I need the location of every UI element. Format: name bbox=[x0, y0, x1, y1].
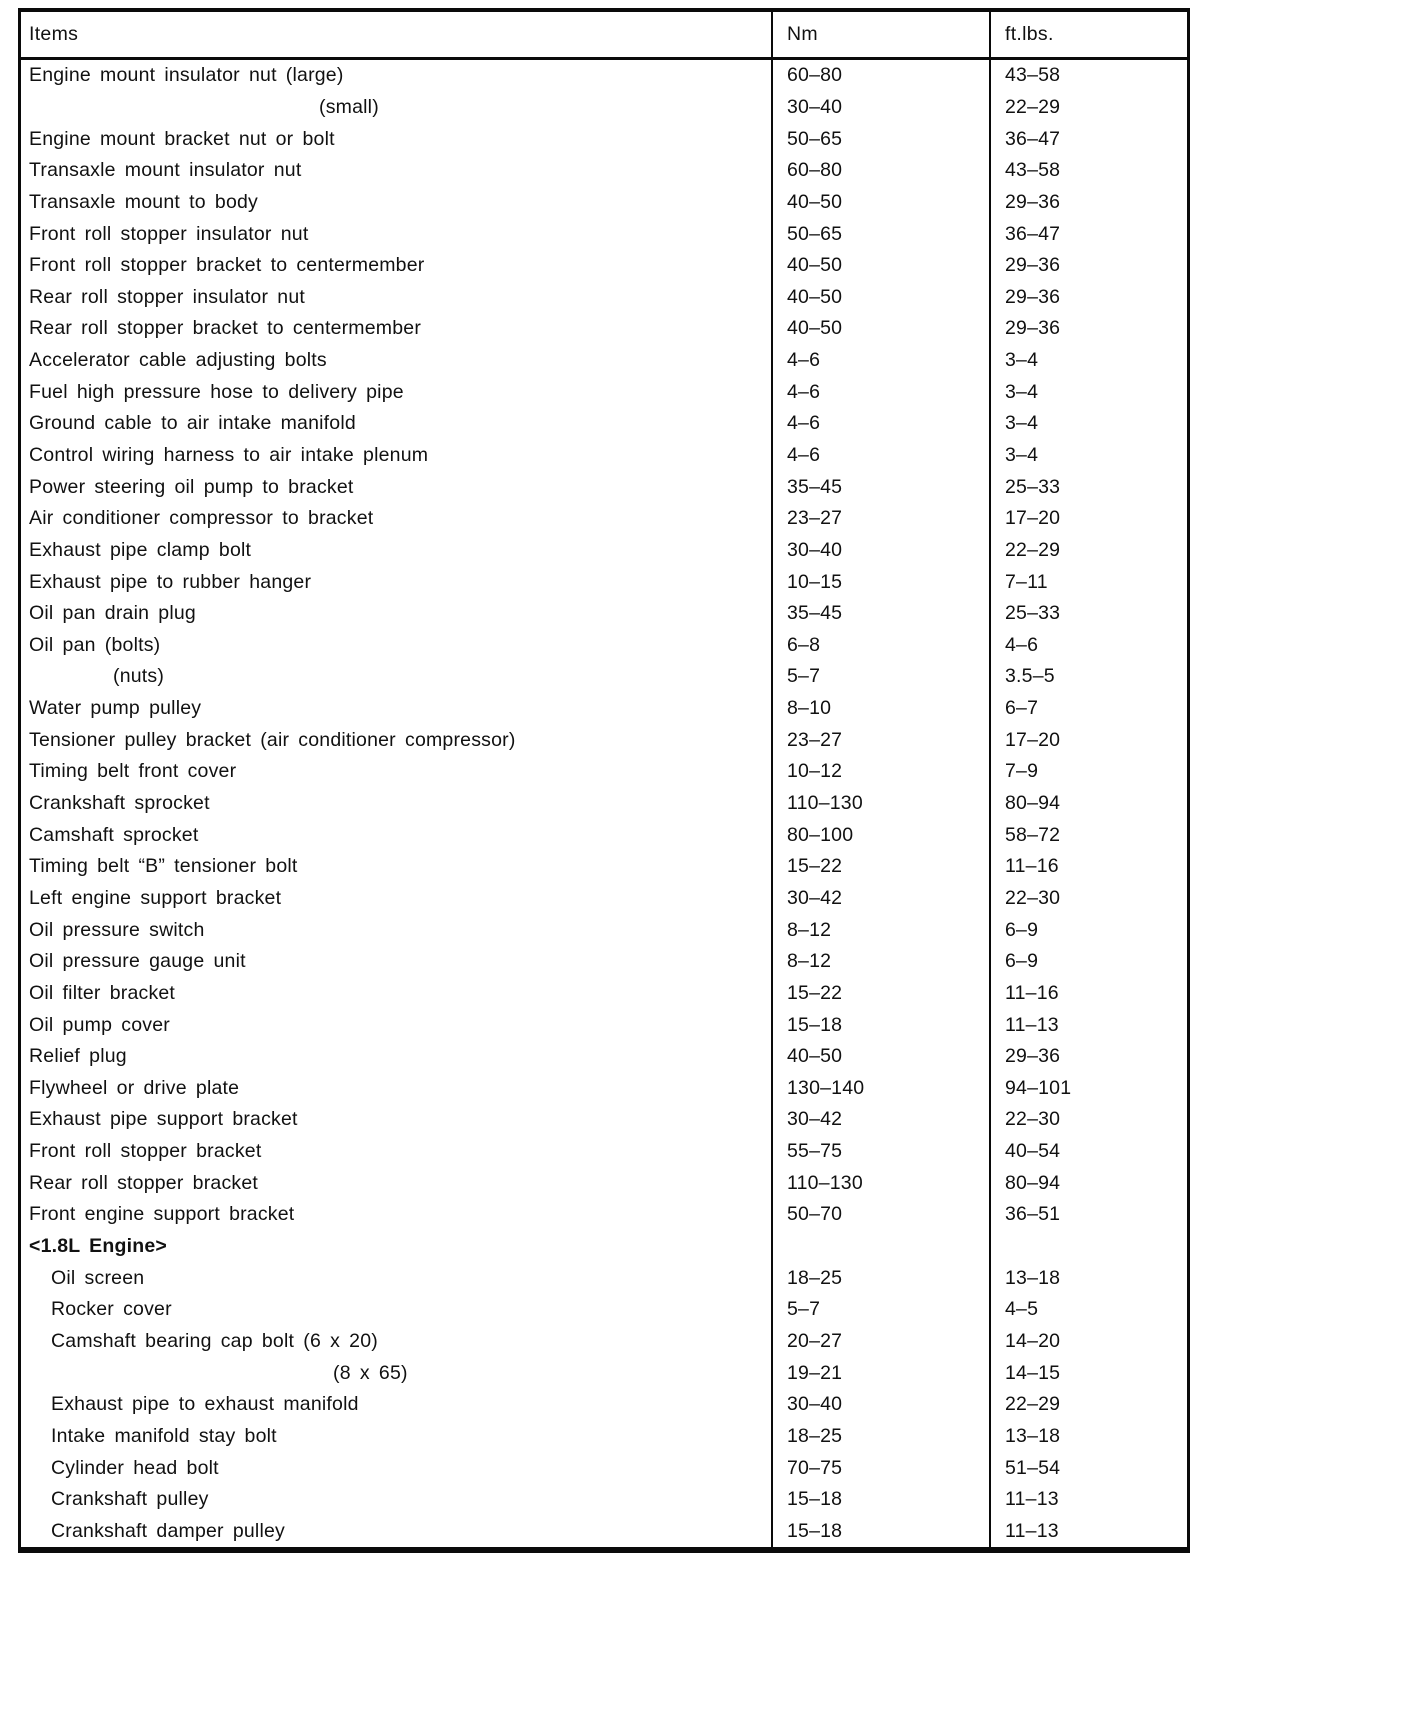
table-row bbox=[21, 851, 1187, 883]
item-cell: Crankshaft pulley bbox=[51, 1488, 209, 1511]
nm-cell: 4–6 bbox=[771, 376, 989, 408]
ftlbs-cell: 22–29 bbox=[989, 535, 1187, 567]
ftlbs-cell: 25–33 bbox=[989, 471, 1187, 503]
col-header-ftlbs: ft.lbs. bbox=[989, 12, 1187, 57]
ftlbs-cell: 11–13 bbox=[989, 1009, 1187, 1041]
table-row bbox=[21, 1515, 1187, 1547]
nm-cell: 60–80 bbox=[771, 155, 989, 187]
nm-cell: 40–50 bbox=[771, 281, 989, 313]
ftlbs-cell: 13–18 bbox=[989, 1421, 1187, 1453]
table-row bbox=[21, 661, 1187, 693]
ftlbs-cell: 22–29 bbox=[989, 92, 1187, 124]
nm-cell: 55–75 bbox=[771, 1136, 989, 1168]
table-row bbox=[21, 376, 1187, 408]
item-cell: Intake manifold stay bolt bbox=[51, 1424, 277, 1447]
ftlbs-cell: 51–54 bbox=[989, 1452, 1187, 1484]
col-header-nm: Nm bbox=[771, 12, 989, 57]
item-cell: (8 x 65) bbox=[333, 1361, 408, 1384]
item-cell: Control wiring harness to air intake plenum bbox=[29, 444, 429, 466]
ftlbs-cell: 29–36 bbox=[989, 281, 1187, 313]
item-cell: Relief plug bbox=[29, 1045, 127, 1068]
table-row bbox=[21, 1294, 1187, 1326]
ftlbs-cell: 17–20 bbox=[989, 503, 1187, 535]
ftlbs-cell: 29–36 bbox=[989, 313, 1187, 345]
ftlbs-cell: 6–9 bbox=[989, 946, 1187, 978]
table-header-row bbox=[21, 12, 1187, 60]
nm-cell: 15–22 bbox=[771, 851, 989, 883]
nm-cell: 18–25 bbox=[771, 1262, 989, 1294]
nm-cell: 15–18 bbox=[771, 1484, 989, 1516]
nm-cell: 5–7 bbox=[771, 661, 989, 693]
nm-cell: 80–100 bbox=[771, 819, 989, 851]
item-cell: Exhaust pipe support bracket bbox=[29, 1108, 298, 1131]
table-row bbox=[21, 1136, 1187, 1168]
table-row bbox=[21, 914, 1187, 946]
nm-cell: 4–6 bbox=[771, 440, 989, 472]
ftlbs-cell: 3–4 bbox=[989, 345, 1187, 377]
table-row bbox=[21, 1262, 1187, 1294]
table-row bbox=[21, 1231, 1187, 1263]
table-row bbox=[21, 1104, 1187, 1136]
item-cell: (small) bbox=[319, 95, 379, 118]
table-row bbox=[21, 1041, 1187, 1073]
item-cell: Air conditioner compressor to bracket bbox=[29, 507, 374, 530]
table-row bbox=[21, 535, 1187, 567]
item-cell: Rear roll stopper bracket to centermember bbox=[29, 317, 422, 340]
table-row bbox=[21, 1167, 1187, 1199]
col-header-items: Items bbox=[29, 23, 79, 45]
table-row bbox=[21, 250, 1187, 282]
nm-cell: 23–27 bbox=[771, 503, 989, 535]
item-cell: Power steering oil pump to bracket bbox=[29, 475, 354, 498]
nm-cell: 60–80 bbox=[771, 60, 989, 92]
item-cell: Exhaust pipe clamp bolt bbox=[29, 538, 252, 561]
ftlbs-cell: 3–4 bbox=[989, 440, 1187, 472]
nm-cell: 40–50 bbox=[771, 187, 989, 219]
nm-cell: 50–65 bbox=[771, 218, 989, 250]
ftlbs-cell: 6–9 bbox=[989, 914, 1187, 946]
ftlbs-cell: 29–36 bbox=[989, 1041, 1187, 1073]
table-row bbox=[21, 281, 1187, 313]
ftlbs-cell: 11–16 bbox=[989, 851, 1187, 883]
item-cell: Oil pressure gauge unit bbox=[29, 950, 246, 973]
torque-spec-table bbox=[18, 8, 1190, 1553]
ftlbs-cell: 6–7 bbox=[989, 693, 1187, 725]
ftlbs-cell: 7–11 bbox=[989, 566, 1187, 598]
nm-cell: 8–12 bbox=[771, 914, 989, 946]
item-cell: Rear roll stopper insulator nut bbox=[29, 285, 305, 308]
table-row bbox=[21, 123, 1187, 155]
nm-cell: 50–70 bbox=[771, 1199, 989, 1231]
table-row bbox=[21, 187, 1187, 219]
item-cell: Crankshaft damper pulley bbox=[51, 1519, 285, 1542]
table-row bbox=[21, 1452, 1187, 1484]
ftlbs-cell: 4–5 bbox=[989, 1294, 1187, 1326]
ftlbs-cell: 25–33 bbox=[989, 598, 1187, 630]
item-cell: Front engine support bracket bbox=[29, 1203, 295, 1226]
ftlbs-cell: 17–20 bbox=[989, 724, 1187, 756]
table-row bbox=[21, 1421, 1187, 1453]
item-cell: Exhaust pipe to rubber hanger bbox=[29, 570, 312, 593]
table-row bbox=[21, 788, 1187, 820]
ftlbs-cell: 94–101 bbox=[989, 1073, 1187, 1105]
table-row bbox=[21, 155, 1187, 187]
table-row bbox=[21, 503, 1187, 535]
item-cell: Engine mount bracket nut or bolt bbox=[29, 127, 335, 150]
ftlbs-cell: 3–4 bbox=[989, 408, 1187, 440]
table-row bbox=[21, 471, 1187, 503]
table-row bbox=[21, 1199, 1187, 1231]
nm-cell: 110–130 bbox=[771, 1167, 989, 1199]
table-row bbox=[21, 598, 1187, 630]
table-row bbox=[21, 946, 1187, 978]
ftlbs-cell: 43–58 bbox=[989, 60, 1187, 92]
item-cell: Front roll stopper bracket bbox=[29, 1140, 262, 1163]
nm-cell: 110–130 bbox=[771, 788, 989, 820]
item-cell: Exhaust pipe to exhaust manifold bbox=[51, 1393, 359, 1416]
item-cell: Front roll stopper bracket to centermember bbox=[29, 254, 425, 277]
table-row bbox=[21, 819, 1187, 851]
ftlbs-cell: 22–30 bbox=[989, 883, 1187, 915]
table-row bbox=[21, 1389, 1187, 1421]
item-cell: Oil pressure switch bbox=[29, 918, 205, 941]
nm-cell: 5–7 bbox=[771, 1294, 989, 1326]
ftlbs-cell: 22–30 bbox=[989, 1104, 1187, 1136]
table-row bbox=[21, 92, 1187, 124]
table-row bbox=[21, 1009, 1187, 1041]
ftlbs-cell: 3.5–5 bbox=[989, 661, 1187, 693]
item-cell: (nuts) bbox=[113, 665, 165, 688]
item-cell: Ground cable to air intake manifold bbox=[29, 412, 356, 435]
item-cell: Camshaft bearing cap bolt (6 x 20) bbox=[51, 1329, 378, 1352]
ftlbs-cell: 36–47 bbox=[989, 218, 1187, 250]
nm-cell: 30–40 bbox=[771, 535, 989, 567]
ftlbs-cell: 14–15 bbox=[989, 1357, 1187, 1389]
table-row bbox=[21, 693, 1187, 725]
item-cell: Oil filter bracket bbox=[29, 981, 176, 1004]
nm-cell: 40–50 bbox=[771, 313, 989, 345]
table-row bbox=[21, 756, 1187, 788]
ftlbs-cell: 36–47 bbox=[989, 123, 1187, 155]
table-row bbox=[21, 345, 1187, 377]
ftlbs-cell: 13–18 bbox=[989, 1262, 1187, 1294]
table-row bbox=[21, 408, 1187, 440]
ftlbs-cell: 29–36 bbox=[989, 250, 1187, 282]
table-row bbox=[21, 1357, 1187, 1389]
nm-cell: 30–40 bbox=[771, 1389, 989, 1421]
nm-cell: 10–15 bbox=[771, 566, 989, 598]
item-cell: Oil screen bbox=[51, 1266, 145, 1289]
nm-cell bbox=[771, 1231, 989, 1263]
table-row bbox=[21, 1073, 1187, 1105]
item-cell: <1.8L Engine> bbox=[29, 1235, 167, 1258]
item-cell: Front roll stopper insulator nut bbox=[29, 222, 309, 245]
ftlbs-cell: 80–94 bbox=[989, 788, 1187, 820]
item-cell: Timing belt front cover bbox=[29, 760, 237, 783]
item-cell: Water pump pulley bbox=[29, 697, 202, 720]
item-cell: Oil pan drain plug bbox=[29, 602, 196, 625]
item-cell: Timing belt “B” tensioner bolt bbox=[29, 855, 298, 878]
nm-cell: 35–45 bbox=[771, 471, 989, 503]
item-cell: Left engine support bracket bbox=[29, 886, 282, 909]
table-row bbox=[21, 724, 1187, 756]
table-row bbox=[21, 1484, 1187, 1516]
ftlbs-cell: 43–58 bbox=[989, 155, 1187, 187]
nm-cell: 30–40 bbox=[771, 92, 989, 124]
item-cell: Transaxle mount to body bbox=[29, 190, 258, 213]
item-cell: Engine mount insulator nut (large) bbox=[29, 64, 344, 87]
table-body bbox=[21, 60, 1187, 1547]
nm-cell: 20–27 bbox=[771, 1326, 989, 1358]
ftlbs-cell: 4–6 bbox=[989, 630, 1187, 662]
ftlbs-cell: 14–20 bbox=[989, 1326, 1187, 1358]
nm-cell: 8–10 bbox=[771, 693, 989, 725]
nm-cell: 23–27 bbox=[771, 724, 989, 756]
nm-cell: 15–18 bbox=[771, 1515, 989, 1547]
ftlbs-cell: 7–9 bbox=[989, 756, 1187, 788]
item-cell: Rear roll stopper bracket bbox=[29, 1171, 259, 1194]
table-row bbox=[21, 978, 1187, 1010]
item-cell: Accelerator cable adjusting bolts bbox=[29, 349, 327, 372]
table-row bbox=[21, 566, 1187, 598]
ftlbs-cell: 22–29 bbox=[989, 1389, 1187, 1421]
item-cell: Cylinder head bolt bbox=[51, 1456, 219, 1479]
nm-cell: 10–12 bbox=[771, 756, 989, 788]
item-cell: Transaxle mount insulator nut bbox=[29, 159, 302, 182]
item-cell: Oil pan (bolts) bbox=[29, 633, 161, 656]
table-row bbox=[21, 883, 1187, 915]
ftlbs-cell bbox=[989, 1231, 1187, 1263]
table-row bbox=[21, 440, 1187, 472]
nm-cell: 30–42 bbox=[771, 1104, 989, 1136]
ftlbs-cell: 3–4 bbox=[989, 376, 1187, 408]
nm-cell: 130–140 bbox=[771, 1073, 989, 1105]
ftlbs-cell: 11–16 bbox=[989, 978, 1187, 1010]
nm-cell: 19–21 bbox=[771, 1357, 989, 1389]
table-row bbox=[21, 60, 1187, 92]
item-cell: Fuel high pressure hose to delivery pipe bbox=[29, 380, 404, 403]
nm-cell: 35–45 bbox=[771, 598, 989, 630]
item-cell: Crankshaft sprocket bbox=[29, 792, 210, 815]
item-cell: Tensioner pulley bracket (air conditioner compressor) bbox=[29, 728, 516, 751]
ftlbs-cell: 40–54 bbox=[989, 1136, 1187, 1168]
table-row bbox=[21, 313, 1187, 345]
nm-cell: 15–22 bbox=[771, 978, 989, 1010]
nm-cell: 6–8 bbox=[771, 630, 989, 662]
nm-cell: 18–25 bbox=[771, 1421, 989, 1453]
nm-cell: 4–6 bbox=[771, 345, 989, 377]
ftlbs-cell: 36–51 bbox=[989, 1199, 1187, 1231]
table-row bbox=[21, 218, 1187, 250]
item-cell: Camshaft sprocket bbox=[29, 823, 199, 846]
ftlbs-cell: 29–36 bbox=[989, 187, 1187, 219]
nm-cell: 40–50 bbox=[771, 250, 989, 282]
ftlbs-cell: 11–13 bbox=[989, 1515, 1187, 1547]
nm-cell: 40–50 bbox=[771, 1041, 989, 1073]
item-cell: Rocker cover bbox=[51, 1298, 172, 1321]
ftlbs-cell: 80–94 bbox=[989, 1167, 1187, 1199]
item-cell: Oil pump cover bbox=[29, 1013, 170, 1036]
table-row bbox=[21, 1326, 1187, 1358]
item-cell: Flywheel or drive plate bbox=[29, 1076, 240, 1099]
nm-cell: 50–65 bbox=[771, 123, 989, 155]
nm-cell: 8–12 bbox=[771, 946, 989, 978]
ftlbs-cell: 58–72 bbox=[989, 819, 1187, 851]
nm-cell: 15–18 bbox=[771, 1009, 989, 1041]
nm-cell: 30–42 bbox=[771, 883, 989, 915]
table-row bbox=[21, 630, 1187, 662]
ftlbs-cell: 11–13 bbox=[989, 1484, 1187, 1516]
nm-cell: 4–6 bbox=[771, 408, 989, 440]
nm-cell: 70–75 bbox=[771, 1452, 989, 1484]
